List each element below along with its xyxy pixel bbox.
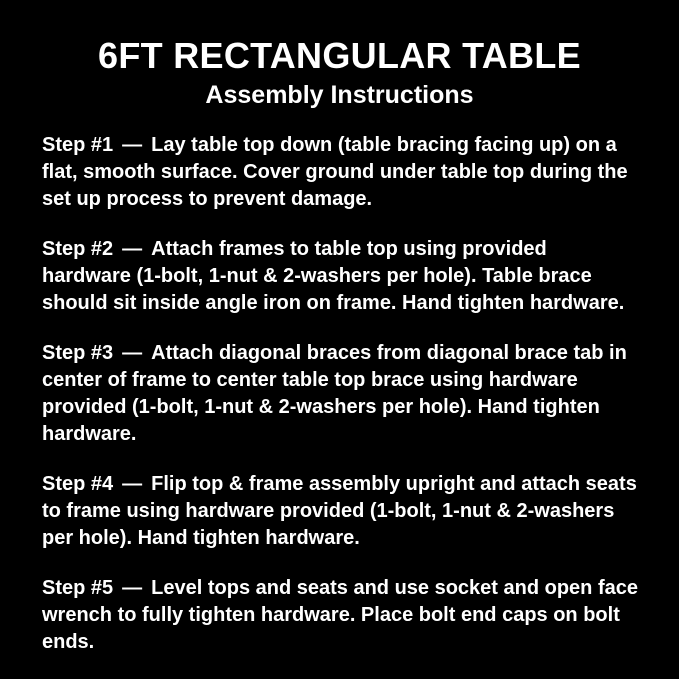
step-dash: —	[122, 473, 143, 495]
step-label: Step #3	[42, 342, 114, 364]
step-dash: —	[122, 342, 143, 364]
step-label: Step #4	[42, 473, 114, 495]
step-text: Attach frames to table top using provided hardware (1-bolt, 1-nut & 2-washers per hole). Table brace should sit inside angle iron on frame. Hand tighten hardware.	[42, 238, 625, 314]
step-paragraph-1	[42, 132, 639, 213]
steps-list	[0, 110, 679, 656]
step-paragraph-3	[42, 340, 639, 448]
step-paragraph-5	[42, 575, 639, 656]
step-text: Attach diagonal braces from diagonal brace tab in center of frame to center table top brace using hardware provided (1-bolt, 1-nut & 2-washers per hole). Hand tighten hardware.	[42, 342, 627, 445]
step-label: Step #1	[42, 134, 114, 156]
step-label: Step #5	[42, 577, 114, 599]
step-text: Level tops and seats and use socket and open face wrench to fully tighten hardware. Place bolt end caps on bolt ends.	[42, 577, 638, 653]
step-dash: —	[122, 134, 143, 156]
step-paragraph-2	[42, 236, 639, 317]
step-dash: —	[122, 577, 143, 599]
step-label: Step #2	[42, 238, 114, 260]
step-dash: —	[122, 238, 143, 260]
page-subtitle: Assembly Instructions	[205, 81, 474, 109]
header	[0, 0, 679, 110]
step-paragraph-4	[42, 471, 639, 552]
step-text: Lay table top down (table bracing facing up) on a flat, smooth surface. Cover ground under table top during the set up process to prevent damage.	[42, 134, 628, 210]
page-title: 6FT RECTANGULAR TABLE	[98, 35, 581, 76]
step-text: Flip top & frame assembly upright and attach seats to frame using hardware provided (1-bolt, 1-nut & 2-washers per hole). Hand tighten hardware.	[42, 473, 637, 549]
